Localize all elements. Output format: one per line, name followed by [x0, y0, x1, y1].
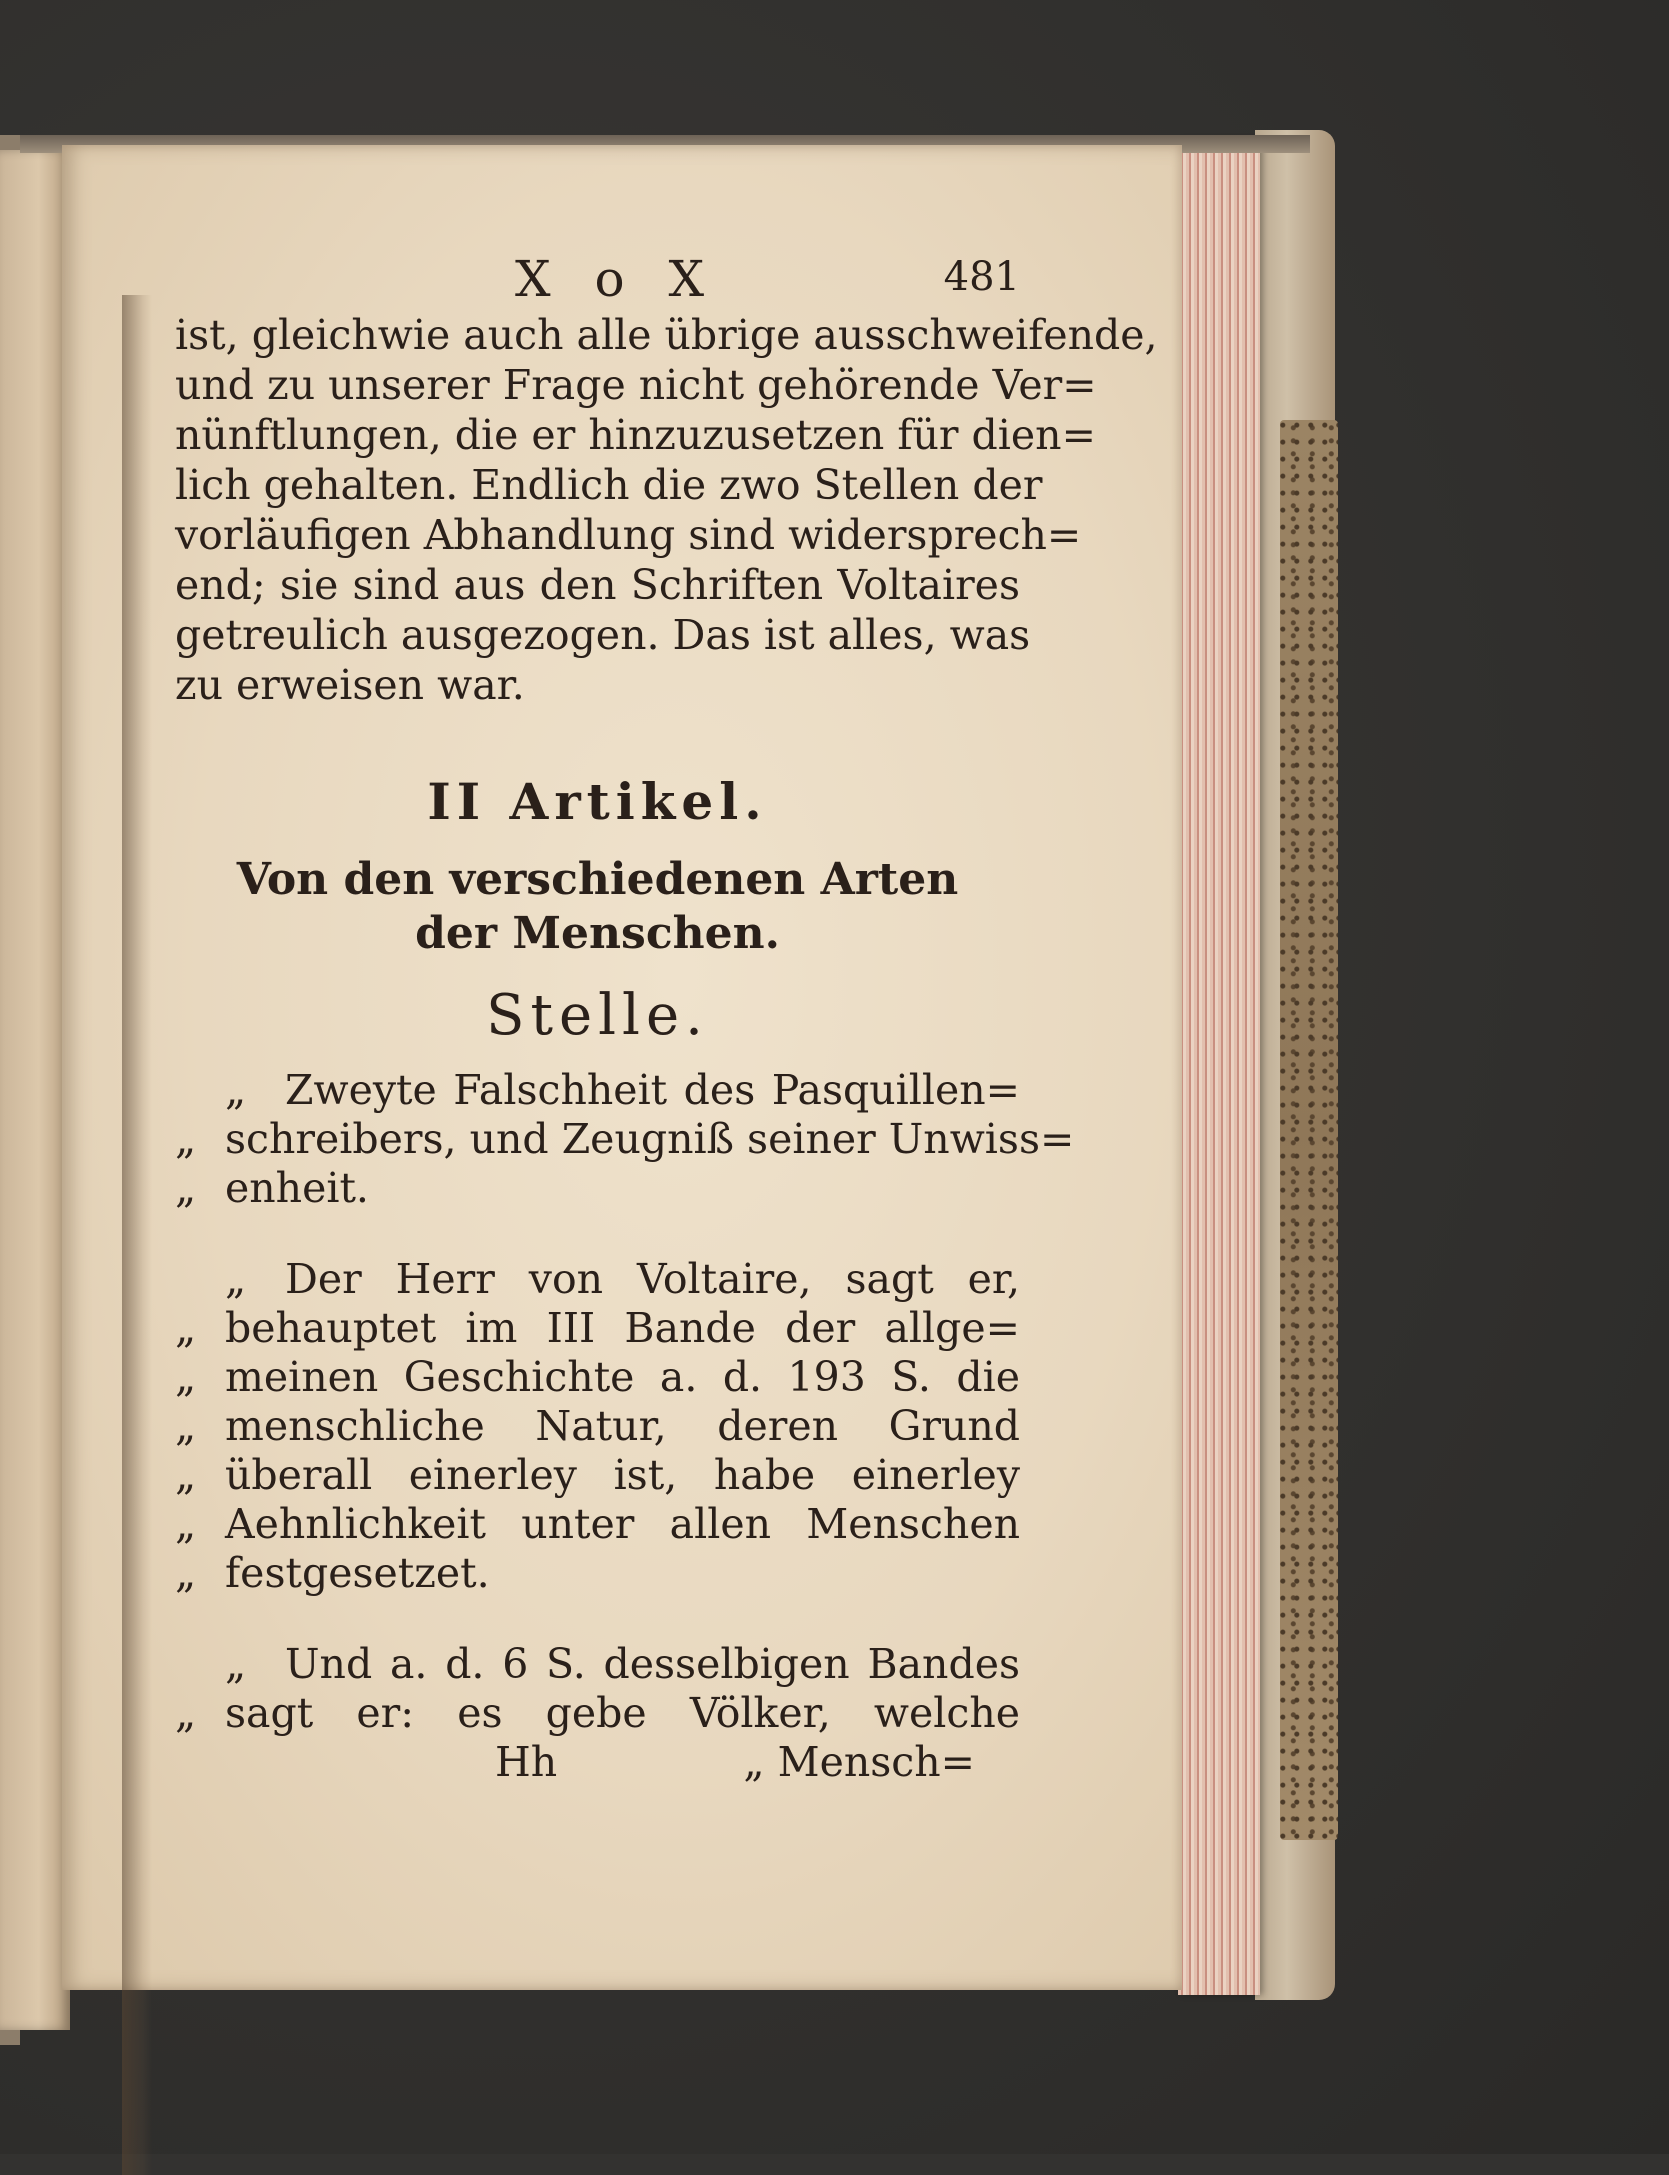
text-line: und zu unserer Frage nicht gehörende Ver=: [175, 361, 1097, 409]
quote-mark: „: [175, 1451, 197, 1499]
quote-mark: „: [175, 1353, 197, 1401]
paragraph: [175, 310, 1158, 710]
quote-line: [175, 1255, 1020, 1304]
page-number: 481: [943, 254, 1020, 300]
quote-mark: „: [225, 1066, 247, 1114]
signature-mark: Hh: [495, 1738, 558, 1786]
quote-text: überall einerley ist, habe einerley: [225, 1451, 1020, 1499]
quote-block: [175, 1640, 1020, 1738]
quote-text: Zweyte Falschheit des Pasquillen=: [285, 1066, 1020, 1114]
page-content: [175, 250, 1158, 1788]
quote-mark: „: [225, 1640, 247, 1688]
quote-block: [175, 1066, 1075, 1213]
quote-text: Aehnlichkeit unter allen Menschen: [225, 1500, 1020, 1548]
gutter-shadow: [122, 295, 152, 2175]
quote-text: enheit.: [225, 1164, 369, 1212]
marbled-cover: [1280, 420, 1338, 1840]
quote-line: [175, 1500, 1020, 1549]
quote-text: behauptet im III Bande der allge=: [225, 1304, 1020, 1352]
quote-mark: „: [225, 1255, 247, 1303]
article-heading: II Artikel.: [427, 772, 768, 831]
text-line: getreulich ausgezogen. Das ist alles, was: [175, 611, 1031, 659]
quote-line: [175, 1115, 1075, 1164]
text-line: vorläufigen Abhandlung sind widersprech=: [175, 511, 1082, 559]
quote-text: sagt er: es gebe Völker, welche: [225, 1689, 1020, 1737]
quote-block: [175, 1255, 1020, 1598]
quote-text: schreibers, und Zeugniß seiner Unwiss=: [225, 1115, 1075, 1163]
head-ornament: X o X: [515, 250, 719, 308]
text-line: zu erweisen war.: [175, 661, 525, 709]
quote-mark: „: [175, 1500, 197, 1548]
quote-mark: „: [175, 1164, 197, 1212]
quote-line: [175, 1402, 1020, 1451]
quote-text: meinen Geschichte a. d. 193 S. die: [225, 1353, 1020, 1401]
quote-mark: „: [175, 1402, 197, 1450]
quote-text: Der Herr von Voltaire, sagt er,: [285, 1255, 1020, 1303]
running-head: [175, 250, 1020, 310]
text-line: nünftlungen, die er hinzuzusetzen für dien=: [175, 411, 1096, 459]
text-line: end; sie sind aus den Schriften Voltaires: [175, 561, 1020, 609]
facing-page-edge: [0, 150, 70, 2030]
page-edges: [1178, 140, 1260, 1995]
quote-line: [175, 1451, 1020, 1500]
quote-line: [175, 1066, 1020, 1115]
subtitle-line: der Menschen.: [415, 908, 780, 959]
quote-text: menschliche Natur, deren Grund: [225, 1402, 1020, 1450]
quote-line: [175, 1164, 1020, 1213]
subtitle-line: Von den verschiedenen Arten: [236, 854, 959, 905]
quote-line: [175, 1304, 1020, 1353]
quote-mark: „: [175, 1689, 197, 1737]
quote-mark: „: [175, 1549, 197, 1597]
quote-text: festgesetzet.: [225, 1549, 490, 1597]
quote-line: [175, 1549, 1020, 1598]
quote-line: [175, 1640, 1020, 1689]
page-footer: [175, 1738, 1020, 1788]
catchword: „ Mensch=: [743, 1738, 975, 1786]
quote-text: Und a. d. 6 S. desselbigen Bandes: [285, 1640, 1020, 1688]
quote-line: [175, 1689, 1020, 1738]
text-line: lich gehalten. Endlich die zwo Stellen der: [175, 461, 1043, 509]
section-heading: Stelle.: [486, 983, 709, 1048]
quote-line: [175, 1353, 1020, 1402]
quote-mark: „: [175, 1304, 197, 1352]
article-subtitle: [175, 853, 1020, 961]
text-line: ist, gleichwie auch alle übrige ausschweifende,: [175, 311, 1158, 359]
quote-mark: „: [175, 1115, 197, 1163]
